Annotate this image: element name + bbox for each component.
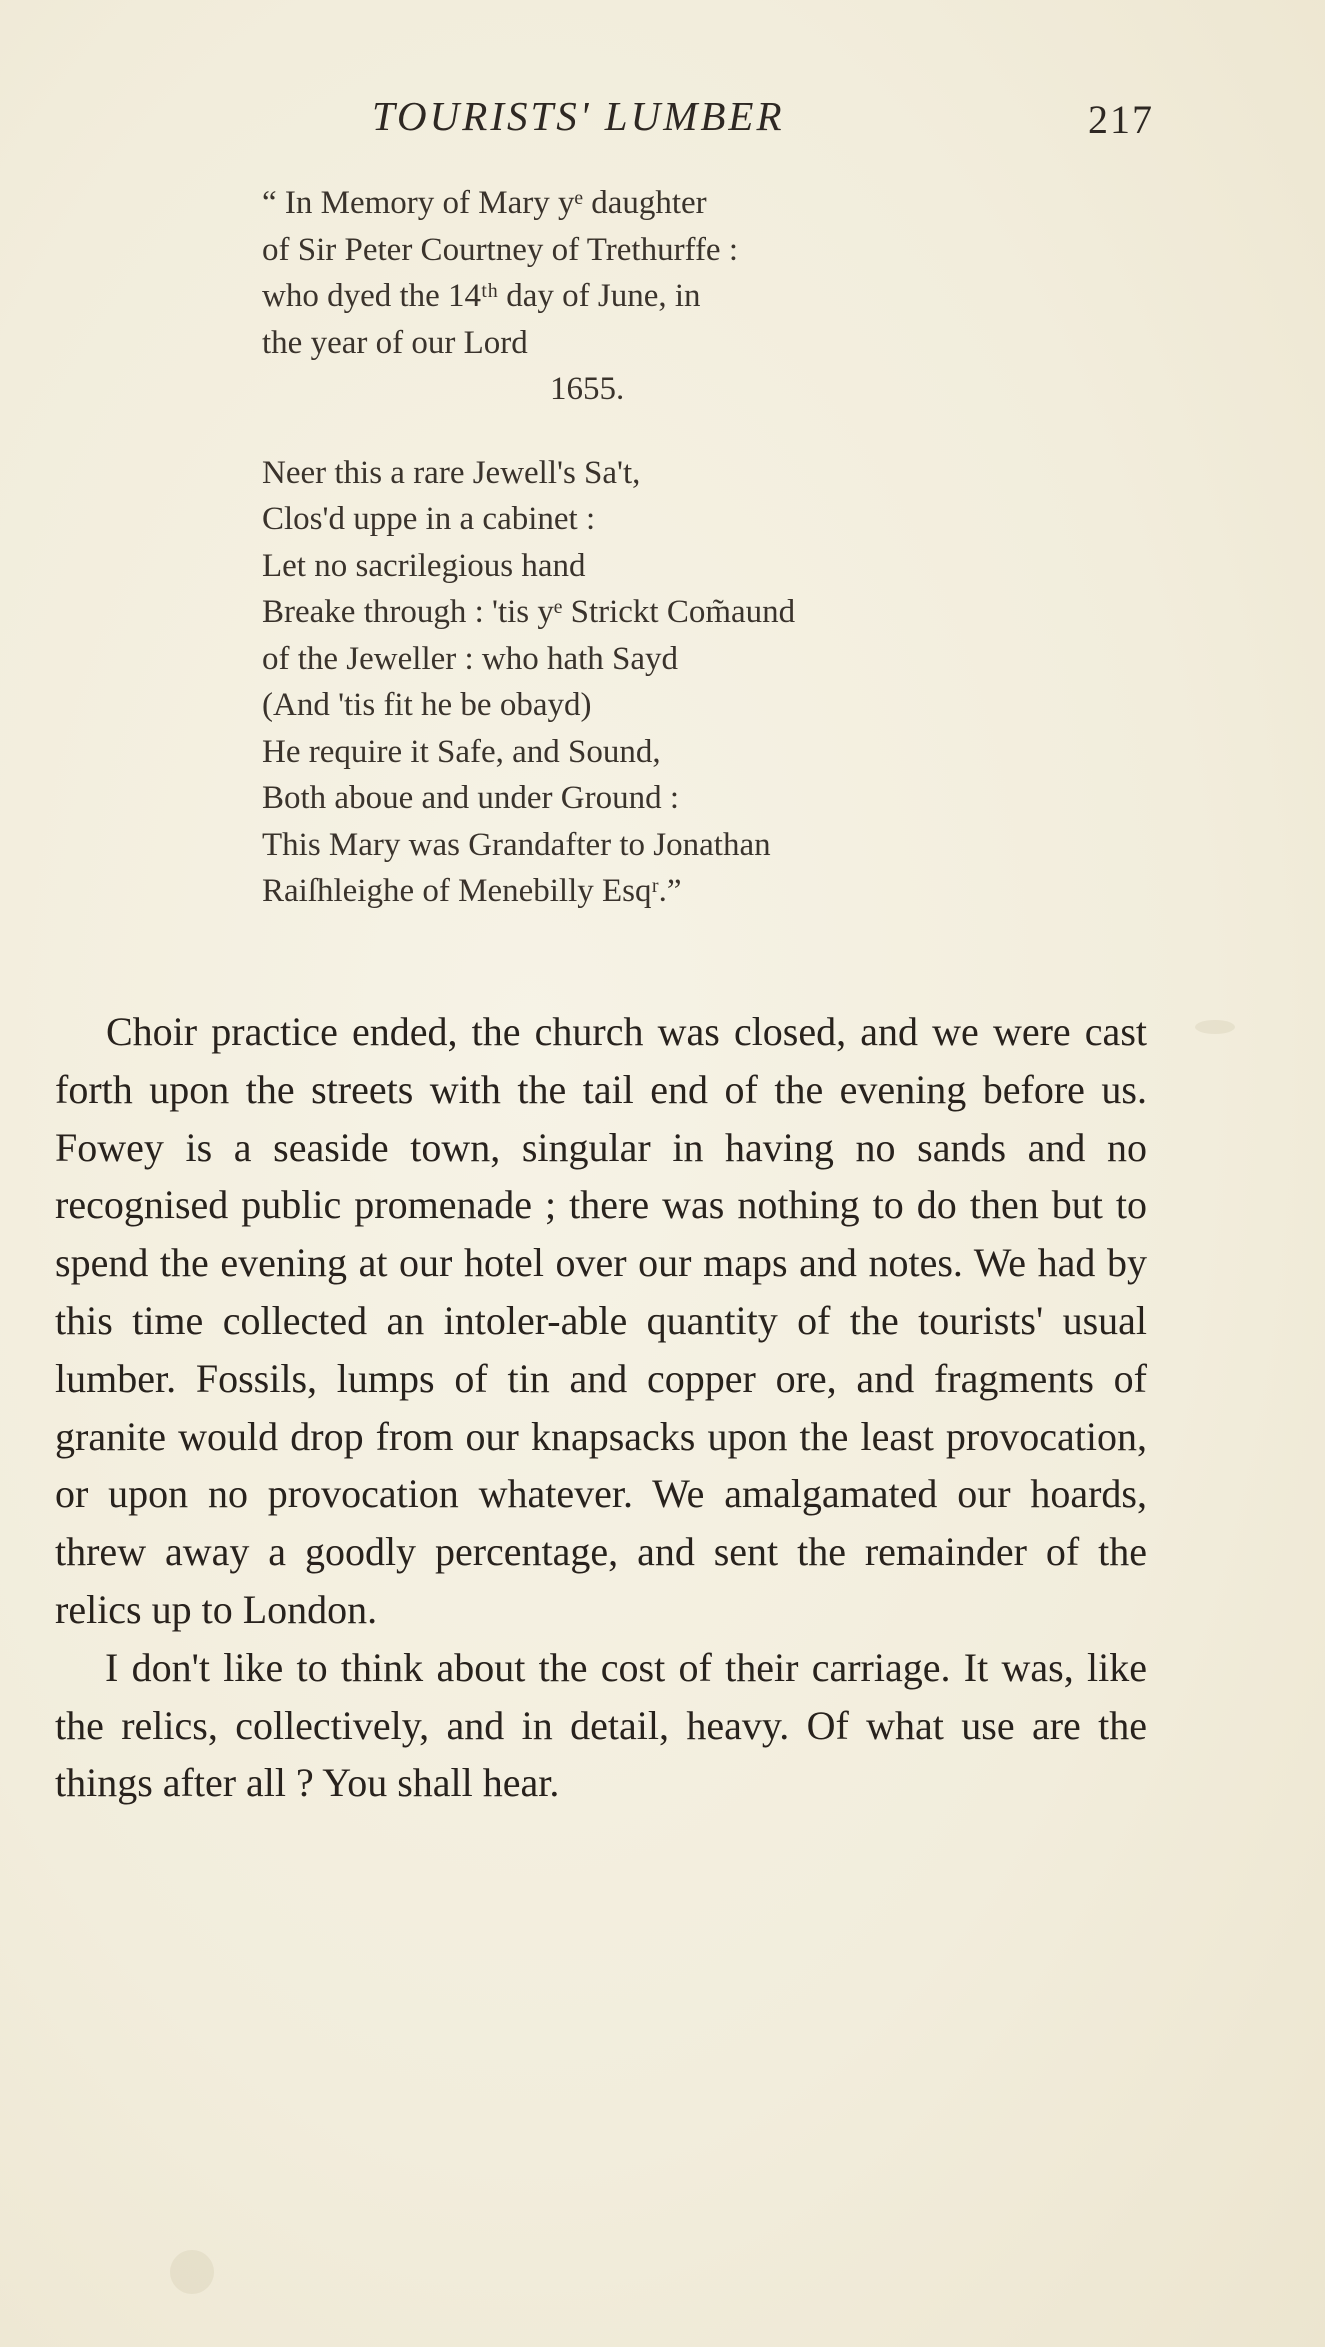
page-number: 217 — [1088, 97, 1154, 142]
verse-line: Both aboue and under Ground : — [262, 780, 679, 816]
epitaph-line: “ In Memory of Mary yᵉ daughter — [262, 185, 707, 221]
epitaph-line: of Sir Peter Courtney of Trethurffe : — [262, 231, 739, 268]
paper-stain — [170, 2250, 214, 2294]
epitaph-line: who dyed the 14ᵗʰ day of June, in — [262, 278, 701, 314]
body-text — [55, 1003, 1147, 1812]
paper-stain — [1195, 1020, 1235, 1034]
epitaph-line: the year of our Lord — [262, 324, 528, 361]
running-head — [0, 92, 1325, 152]
verse-line: Clos'd uppe in a cabinet : — [262, 501, 596, 537]
verse-line: (And 'tis fit he be obayd) — [262, 687, 592, 723]
verse-line: He require it Safe, and Sound, — [262, 733, 661, 770]
paragraph: Choir practice ended, the church was closed, and we were cast forth upon the streets with the tail end of the evening before us. Fowey is a seaside town, singular in having no sands and no recognised public promenade ; there was nothing to do then but to spend the evening at our hotel over our maps and notes. We had by this time collected an intoler-able quantity of the tourists' usual lumber. Fossils, lumps of tin and copper ore, and fragments of granite would drop from our knapsacks upon the least provocation, or upon no provocation whatever. We amalgamated our hoards, threw away a goodly percentage, and sent the remainder of the relics up to London. — [55, 1009, 1147, 1632]
verse-line: Breake through : 'tis yᵉ Strickt Com̃aund — [262, 594, 796, 630]
verse-line: Let no sacrilegious hand — [262, 547, 586, 584]
paragraph: I don't like to think about the cost of their carriage. It was, like the relics, collectively, and in detail, heavy. Of what use are the things after all ? You shall hear. — [55, 1644, 1147, 1806]
stanza-gap — [262, 413, 1062, 450]
verse-line: of the Jeweller : who hath Sayd — [262, 640, 679, 677]
verse-line: This Mary was Grandafter to Jonathan — [262, 826, 771, 863]
epitaph-quotation — [262, 180, 1062, 915]
epitaph-year: 1655. — [550, 371, 625, 407]
verse-line: Neer this a rare Jewell's Sa't, — [262, 454, 641, 491]
running-title: TOURISTS' LUMBER — [372, 93, 785, 139]
verse-line: Raiſhleighe of Menebilly Esqʳ.” — [262, 873, 682, 909]
